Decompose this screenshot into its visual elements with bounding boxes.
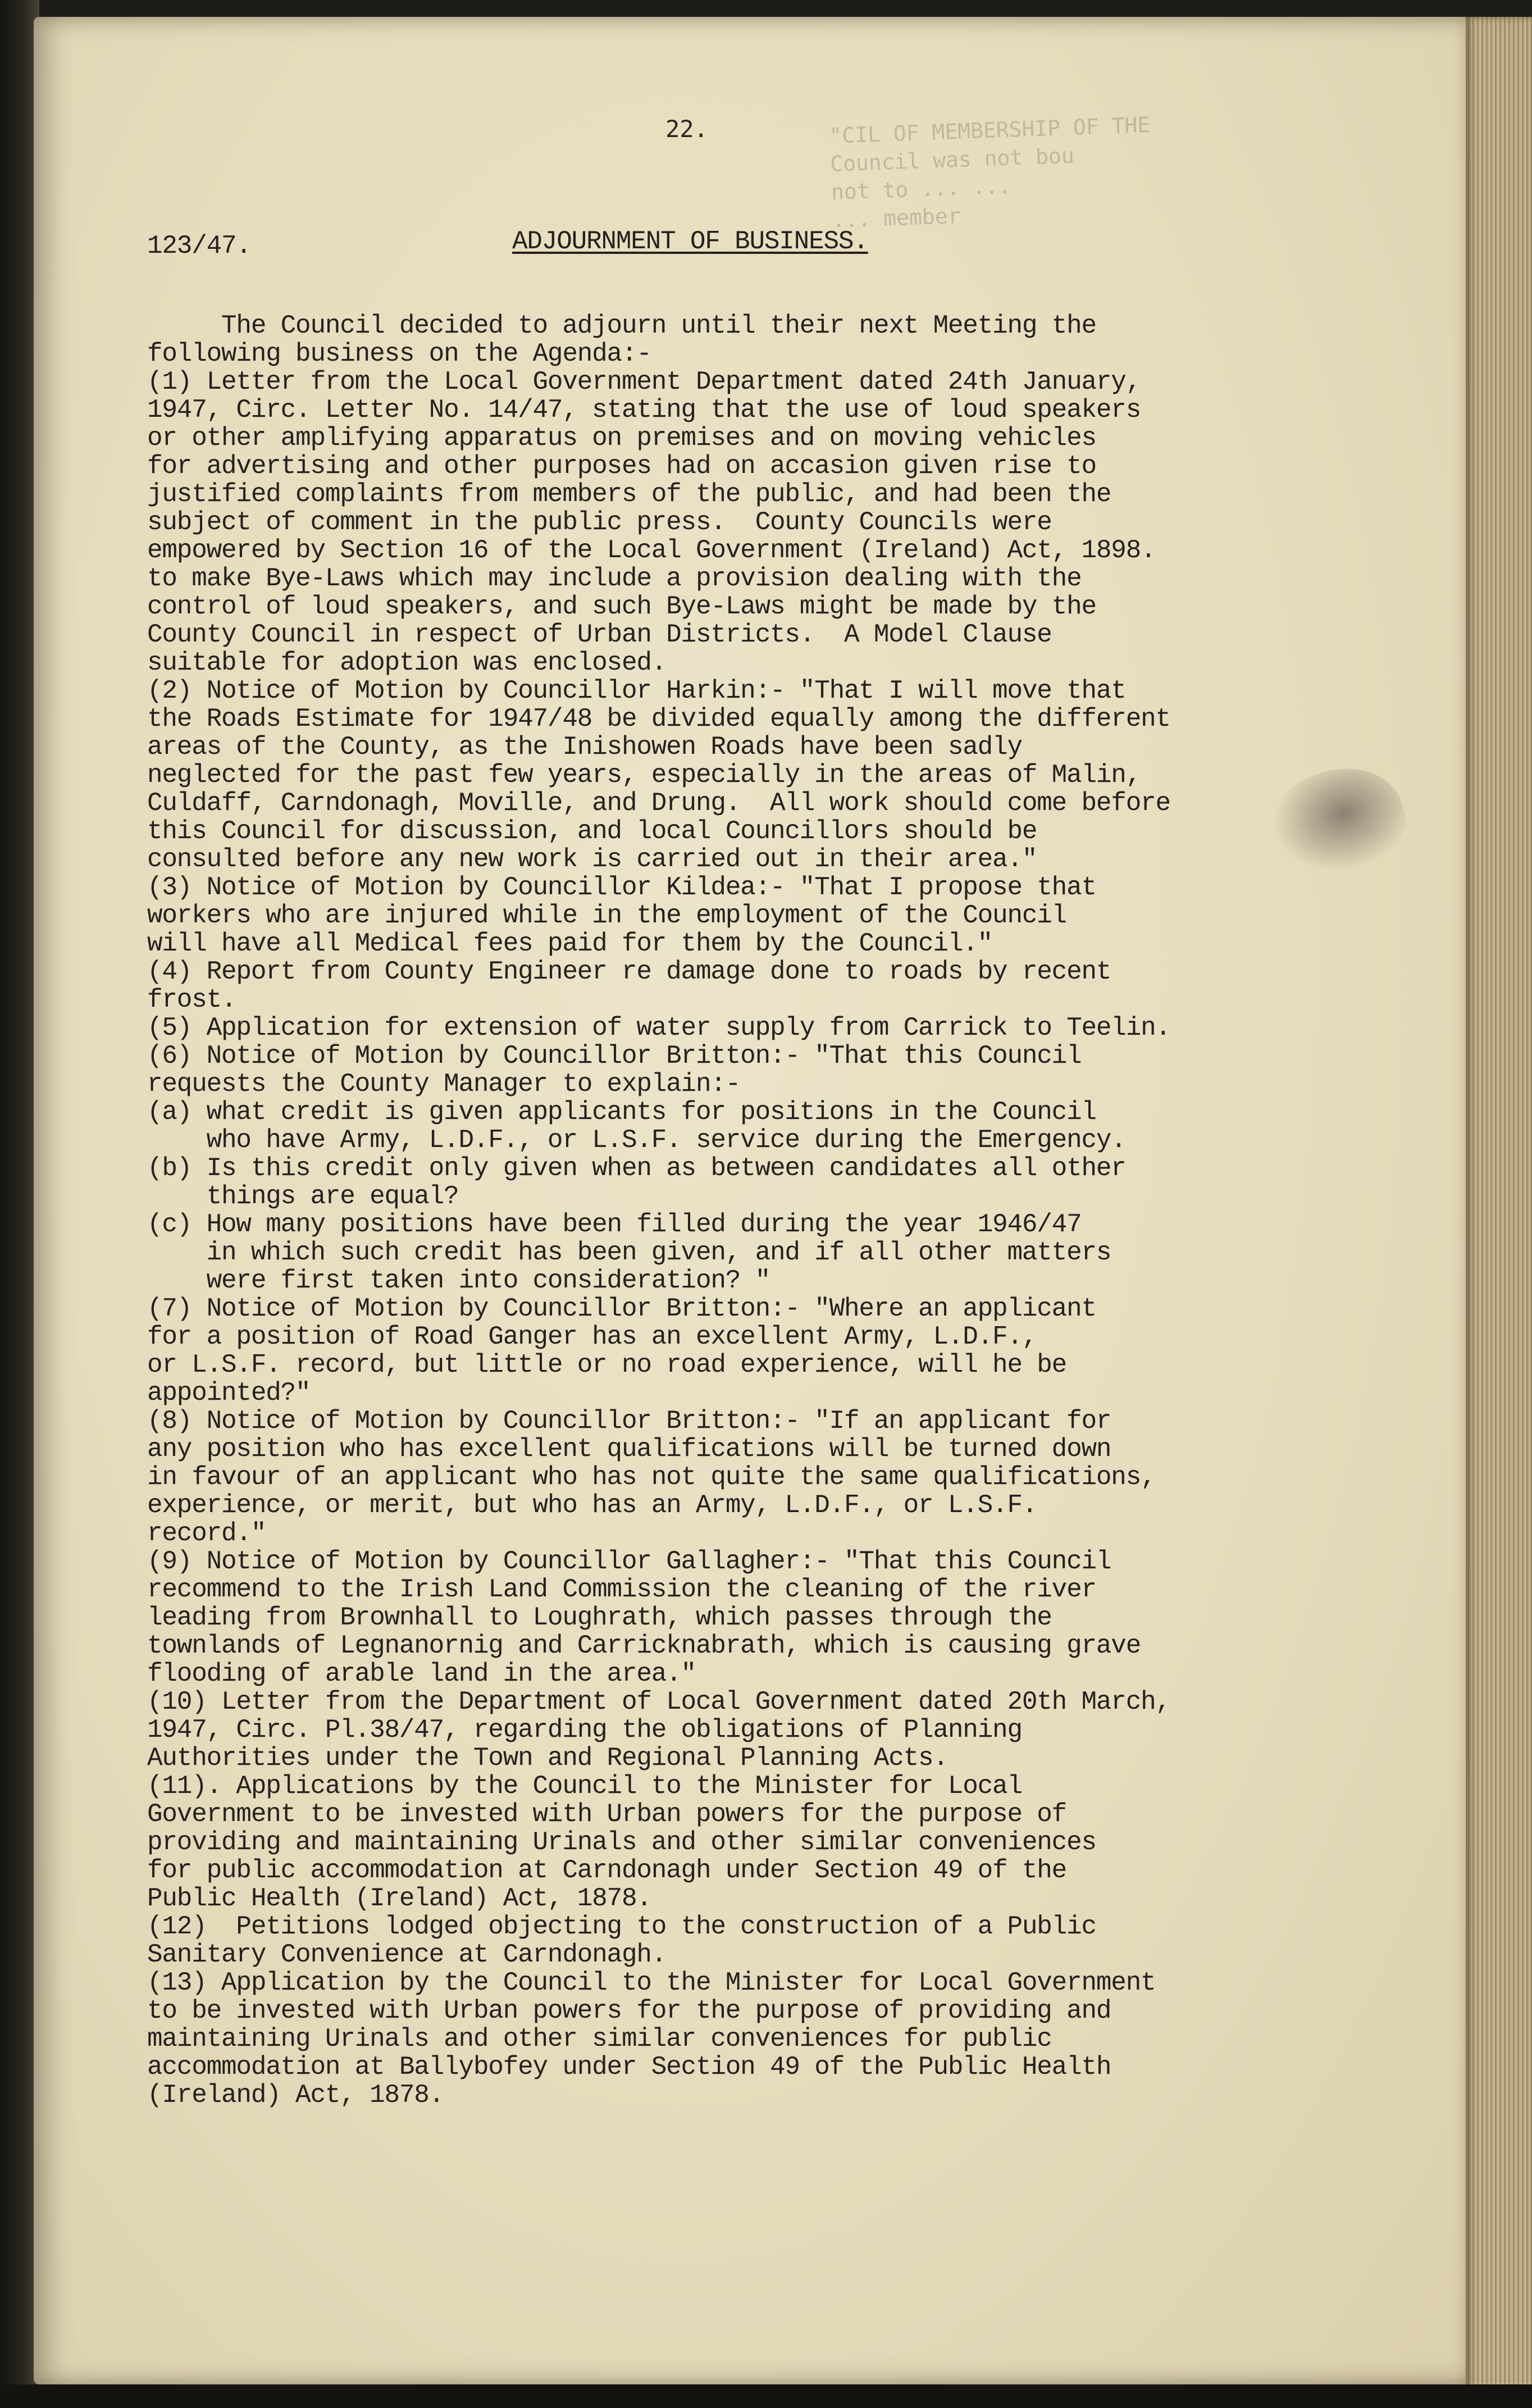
page-number: 22.: [665, 115, 708, 143]
text-line: (b) Is this credit only given when as between candidates all other: [147, 1154, 1126, 1183]
text-line: who have Army, L.D.F., or L.S.F. service during the Emergency.: [147, 1126, 1126, 1155]
text-line: (13) Application by the Council to the Minister for Local Government: [147, 1968, 1156, 1997]
text-line: or L.S.F. record, but little or no road experience, will he be: [147, 1350, 1067, 1380]
item-header: [147, 227, 1450, 261]
text-line: (9) Notice of Motion by Councillor Gallagher:- "That this Council: [147, 1547, 1111, 1576]
text-line: townlands of Legnanornig and Carricknabrath, which is causing grave: [147, 1631, 1141, 1660]
text-line: empowered by Section 16 of the Local Government (Ireland) Act, 1898.: [147, 536, 1156, 565]
text-line: (3) Notice of Motion by Councillor Kildea:- "That I propose that: [147, 873, 1096, 902]
text-line: areas of the County, as the Inishowen Roads have been sadly: [147, 732, 1022, 762]
text-line: in which such credit has been given, and if all other matters: [147, 1238, 1111, 1267]
text-line: Culdaff, Carndonagh, Moville, and Drung. All work should come before: [147, 789, 1170, 818]
text-line: (10) Letter from the Department of Local Government dated 20th March,: [147, 1687, 1170, 1717]
text-line: this Council for discussion, and local Councillors should be: [147, 817, 1037, 846]
text-line: following business on the Agenda:-: [147, 339, 651, 368]
text-line: 1947, Circ. Pl.38/47, regarding the obligations of Planning: [147, 1715, 1022, 1745]
text-line: neglected for the past few years, especially in the areas of Malin,: [147, 761, 1141, 790]
page-edges: [1466, 17, 1532, 2393]
text-line: frost.: [147, 985, 236, 1014]
text-line: Public Health (Ireland) Act, 1878.: [147, 1884, 651, 1913]
text-line: (a) what credit is given applicants for positions in the Council: [147, 1098, 1096, 1127]
text-line: recommend to the Irish Land Commission the cleaning of the river: [147, 1575, 1096, 1604]
text-line: Authorities under the Town and Regional Planning Acts.: [147, 1744, 948, 1773]
stamp-line: "CIL OF MEMBERSHIP OF THE: [828, 112, 1151, 149]
text-line: (2) Notice of Motion by Councillor Harkin:- "That I will move that: [147, 676, 1126, 705]
text-line: to make Bye-Laws which may include a provision dealing with the: [147, 564, 1082, 593]
text-line: workers who are injured while in the employment of the Council: [147, 901, 1067, 930]
text-line: County Council in respect of Urban Districts. A Model Clause: [147, 620, 1052, 649]
text-line: or other amplifying apparatus on premises and on moving vehicles: [147, 424, 1096, 453]
text-line: (5) Application for extension of water supply from Carrick to Teelin.: [147, 1013, 1170, 1043]
text-line: (4) Report from County Engineer re damage done to roads by recent: [147, 957, 1111, 986]
item-number: 123/47.: [147, 231, 251, 261]
text-line: any position who has excellent qualifications will be turned down: [147, 1435, 1111, 1464]
text-line: (6) Notice of Motion by Councillor Britton:- "That this Council: [147, 1041, 1082, 1071]
text-line: (12) Petitions lodged objecting to the construction of a Public: [147, 1912, 1096, 1941]
text-line: control of loud speakers, and such Bye-Laws might be made by the: [147, 592, 1096, 621]
text-line: Sanitary Convenience at Carndonagh.: [147, 1940, 667, 1969]
stamp-line: not to ... ...: [831, 173, 1011, 204]
text-line: will have all Medical fees paid for them by the Council.": [147, 929, 993, 958]
text-line: in favour of an applicant who has not quite the same qualifications,: [147, 1463, 1156, 1492]
text-line: record.": [147, 1519, 266, 1548]
minutes-text: [147, 171, 1450, 2165]
text-line: were first taken into consideration? ": [147, 1266, 770, 1295]
text-line: consulted before any new work is carried out in their area.": [147, 845, 1037, 874]
text-line: Government to be invested with Urban powers for the purpose of: [147, 1800, 1067, 1829]
text-line: subject of comment in the public press. County Councils were: [147, 508, 1052, 537]
stamp-line: Council was not bou: [829, 143, 1075, 176]
text-line: accommodation at Ballybofey under Section 49 of the Public Health: [147, 2052, 1111, 2082]
text-line: suitable for adoption was enclosed.: [147, 648, 667, 677]
stamp-line: ... member: [831, 203, 961, 233]
text-line: (c) How many positions have been filled during the year 1946/47: [147, 1210, 1082, 1239]
text-line: (Ireland) Act, 1878.: [147, 2081, 444, 2110]
text-line: 1947, Circ. Letter No. 14/47, stating that the use of loud speakers: [147, 395, 1141, 425]
text-line: to be invested with Urban powers for the purpose of providing and: [147, 1996, 1111, 2025]
text-line: (7) Notice of Motion by Councillor Britton:- "Where an applicant: [147, 1294, 1096, 1323]
text-line: the Roads Estimate for 1947/48 be divided equally among the different: [147, 704, 1170, 734]
text-line: for a position of Road Ganger has an excellent Army, L.D.F.,: [147, 1322, 1037, 1351]
text-line: experience, or merit, but who has an Army, L.D.F., or L.S.F.: [147, 1491, 1037, 1520]
text-line: (8) Notice of Motion by Councillor Britton:- "If an applicant for: [147, 1406, 1111, 1436]
text-lines: [147, 312, 1450, 2109]
text-line: appointed?": [147, 1378, 311, 1408]
text-line: leading from Brownhall to Loughrath, which passes through the: [147, 1603, 1052, 1632]
text-line: providing and maintaining Urinals and other similar conveniences: [147, 1828, 1096, 1857]
text-line: (1) Letter from the Local Government Department dated 24th January,: [147, 367, 1141, 397]
text-line: things are equal?: [147, 1182, 459, 1211]
text-line: flooding of arable land in the area.": [147, 1659, 696, 1688]
text-line: justified complaints from members of the public, and had been the: [147, 480, 1111, 509]
item-title: ADJOURNMENT OF BUSINESS.: [512, 227, 868, 256]
text-line: (11). Applications by the Council to the Minister for Local: [147, 1772, 1022, 1801]
page-bottom-edge: [0, 2384, 1532, 2408]
text-line: maintaining Urinals and other similar conveniences for public: [147, 2024, 1052, 2054]
text-line: The Council decided to adjourn until their next Meeting the: [147, 311, 1096, 340]
text-line: for advertising and other purposes had on accasion given rise to: [147, 452, 1096, 481]
text-line: for public accommodation at Carndonagh under Section 49 of the: [147, 1856, 1067, 1885]
text-line: requests the County Manager to explain:-: [147, 1069, 741, 1099]
